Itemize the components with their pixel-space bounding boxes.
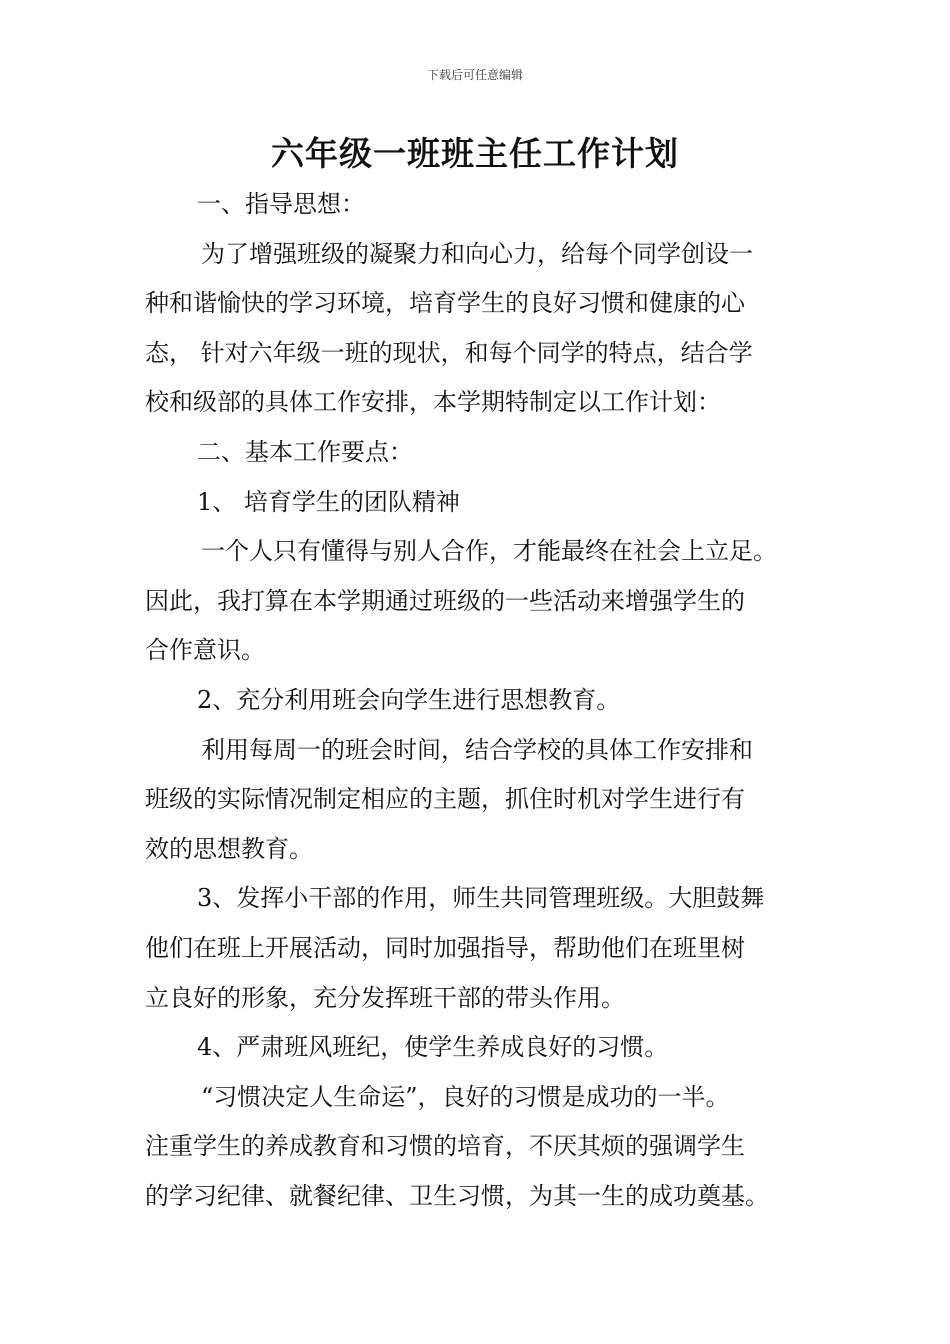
paragraph-line: 为了增强班级的凝聚力和向心力，给每个同学创设一 xyxy=(201,239,753,268)
item-heading-4: 4、严肃班风班纪，使学生养成良好的习惯。 xyxy=(197,1033,669,1062)
paragraph-line: 他们在班上开展活动，同时加强指导，帮助他们在班里树 xyxy=(145,933,745,962)
paragraph-line: 种和谐愉快的学习环境，培育学生的良好习惯和健康的心 xyxy=(145,289,745,318)
paragraph-line: 注重学生的养成教育和习惯的培育，不厌其烦的强调学生 xyxy=(145,1132,745,1161)
section-heading-work-points: 二、基本工作要点： xyxy=(197,437,413,466)
paragraph-line: 班级的实际情况制定相应的主题，抓住时机对学生进行有 xyxy=(145,785,745,814)
item-heading-2: 2、充分利用班会向学生进行思想教育。 xyxy=(197,685,621,714)
paragraph-line: 合作意识。 xyxy=(145,636,265,665)
paragraph-line: 因此，我打算在本学期通过班级的一些活动来增强学生的 xyxy=(145,586,745,615)
paragraph-line: 利用每周一的班会时间，结合学校的具体工作安排和 xyxy=(201,735,753,764)
paragraph-line: 一个人只有懂得与别人合作，才能最终在社会上立足。 xyxy=(201,537,777,566)
paragraph-line: 态， 针对六年级一班的现状，和每个同学的特点，结合学 xyxy=(145,338,753,367)
section-heading-guiding-thought: 一、指导思想： xyxy=(197,190,365,218)
paragraph-line: 的学习纪律、就餐纪律、卫生习惯，为其一生的成功奠基。 xyxy=(145,1181,769,1210)
document-body xyxy=(145,180,810,1221)
paragraph-line: “习惯决定人生命运”，良好的习惯是成功的一半。 xyxy=(201,1082,730,1111)
item-heading-3: 3、发挥小干部的作用，师生共同管理班级。大胆鼓舞 xyxy=(197,884,765,913)
header-note: 下载后可任意编辑 xyxy=(426,68,523,82)
paragraph-line: 校和级部的具体工作安排，本学期特制定以工作计划： xyxy=(145,388,721,417)
paragraph-line: 立良好的形象，充分发挥班干部的带头作用。 xyxy=(145,983,625,1012)
page-title: 六年级一班班主任工作计划 xyxy=(271,134,679,173)
item-heading-1: 1、 培育学生的团队精神 xyxy=(197,487,460,516)
paragraph-line: 效的思想教育。 xyxy=(145,834,313,863)
